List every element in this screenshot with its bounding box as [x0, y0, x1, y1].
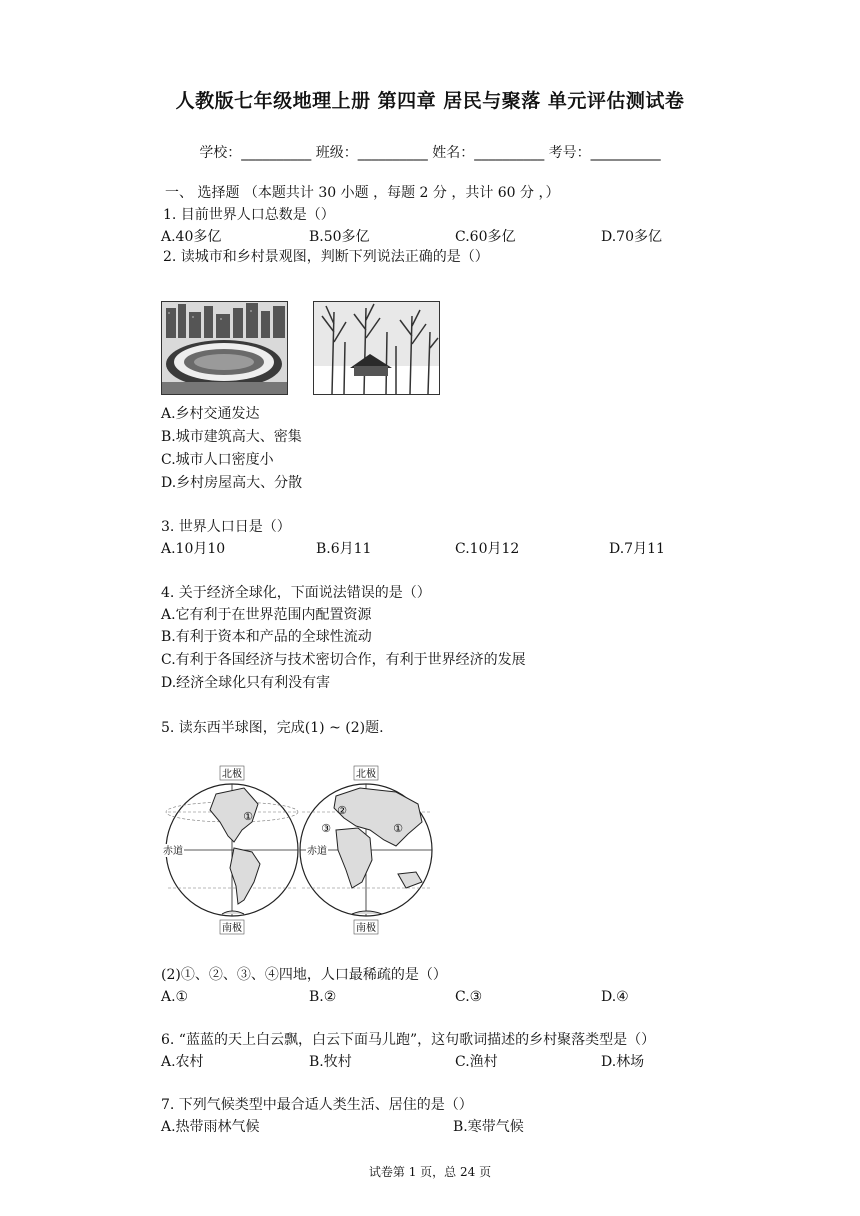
question-5-sub2: (2)①、②、③、④四地，人口最稀疏的是（）	[161, 967, 447, 983]
question-2-option-a: A.乡村交通发达	[161, 406, 260, 422]
question-6-stem: 6. “蓝蓝的天上白云飘，白云下面马儿跑”，这句歌词描述的乡村聚落类型是（）	[161, 1032, 656, 1048]
question-4-option-a: A.它有利于在世界范围内配置资源	[161, 607, 372, 623]
question-4-stem: 4. 关于经济全球化，下面说法错误的是（）	[161, 585, 431, 601]
city-stadium-photo	[161, 301, 288, 395]
map-marker-1-east: ①	[393, 822, 403, 835]
map-marker-2: ②	[337, 804, 347, 817]
question-2-option-d: D.乡村房屋高大、分散	[161, 475, 303, 491]
question-5-option-c: C.③	[455, 989, 483, 1005]
question-3-stem: 3. 世界人口日是（）	[161, 519, 291, 535]
map-north-pole-label-west: 北极	[222, 769, 242, 780]
question-7-option-b: B.寒带气候	[453, 1119, 524, 1135]
question-1-option-b: B.50多亿	[309, 229, 370, 245]
map-south-pole-label-west: 南极	[222, 923, 242, 934]
question-3-option-c: C.10月12	[455, 541, 520, 557]
question-6-option-d: D.林场	[601, 1054, 645, 1070]
page-title: 人教版七年级地理上册 第四章 居民与聚落 单元评估测试卷	[175, 90, 685, 112]
map-north-pole-label-east: 北极	[356, 769, 376, 780]
map-equator-label-west: 赤道	[163, 846, 183, 857]
question-2-option-b: B.城市建筑高大、密集	[161, 429, 302, 445]
question-6-option-c: C.渔村	[455, 1054, 498, 1070]
question-2-stem: 2. 读城市和乡村景观图，判断下列说法正确的是（）	[163, 249, 489, 265]
student-info-line: 学校：__________ 班级：__________ 姓名：__________ 考号：__________	[199, 145, 661, 161]
question-1-option-d: D.70多亿	[601, 229, 662, 245]
question-1-stem: 1. 目前世界人口总数是（）	[163, 207, 335, 223]
map-south-pole-label-east: 南极	[356, 923, 376, 934]
question-7-stem: 7. 下列气候类型中最合适人类生活、居住的是（）	[161, 1097, 473, 1113]
question-3-option-a: A.10月10	[161, 541, 226, 557]
question-7-option-a: A.热带雨林气候	[161, 1119, 260, 1135]
question-5-stem: 5. 读东西半球图，完成(1) ~ (2)题.	[161, 720, 384, 736]
question-4-option-d: D.经济全球化只有利没有害	[161, 675, 331, 691]
section-heading: 一、 选择题 （本题共计 30 小题 ，每题 2 分 ，共计 60 分 ，）	[165, 185, 560, 201]
question-5-option-a: A.①	[161, 989, 189, 1005]
question-5-option-d: D.④	[601, 989, 629, 1005]
question-3-option-d: D.7月11	[609, 541, 665, 557]
question-1-option-a: A.40多亿	[161, 229, 222, 245]
question-2-option-c: C.城市人口密度小	[161, 452, 274, 468]
question-6-option-b: B.牧村	[309, 1054, 352, 1070]
question-6-option-a: A.农村	[161, 1054, 204, 1070]
question-3-option-b: B.6月11	[316, 541, 372, 557]
hemispheres-map	[160, 764, 445, 936]
map-marker-1-west: ①	[243, 810, 253, 823]
village-snow-photo	[313, 301, 440, 395]
question-5-option-b: B.②	[309, 989, 337, 1005]
question-1-option-c: C.60多亿	[455, 229, 516, 245]
question-4-option-b: B.有利于资本和产品的全球性流动	[161, 629, 372, 645]
map-marker-3: ③	[321, 822, 331, 835]
map-equator-label-east: 赤道	[307, 846, 327, 857]
page-footer: 试卷第 1 页，总 24 页	[368, 1165, 492, 1179]
question-4-option-c: C.有利于各国经济与技术密切合作，有利于世界经济的发展	[161, 652, 526, 668]
